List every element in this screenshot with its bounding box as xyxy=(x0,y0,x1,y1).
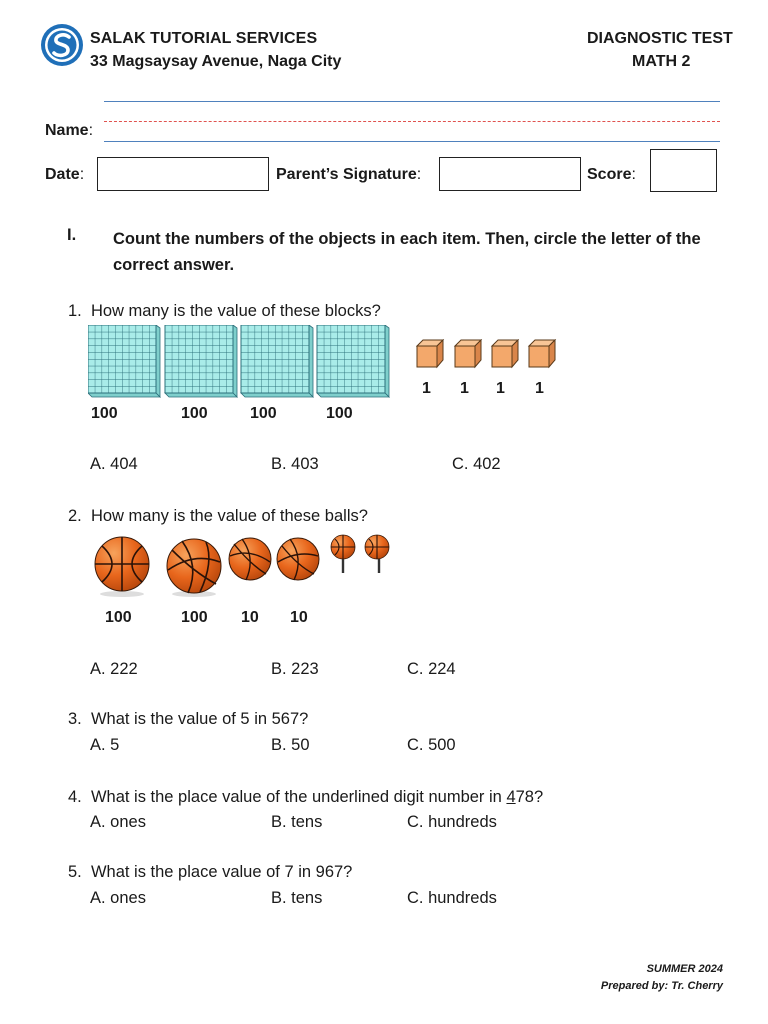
test-title: DIAGNOSTIC TEST xyxy=(587,30,733,47)
answer-option[interactable]: B. 50 xyxy=(271,736,310,754)
ball-label: 100 xyxy=(105,609,132,626)
ball-label: 100 xyxy=(181,609,208,626)
name-guide-dashed xyxy=(104,121,720,122)
answer-option[interactable]: A. 404 xyxy=(90,455,138,473)
answer-option[interactable]: A. 5 xyxy=(90,736,120,754)
unit-cubes-illustration xyxy=(416,339,561,369)
answer-option[interactable]: B. 223 xyxy=(271,660,319,678)
answer-option[interactable]: A. ones xyxy=(90,889,146,907)
cube-label: 1 xyxy=(535,380,544,397)
signature-field[interactable] xyxy=(439,157,581,191)
section-number: I. xyxy=(67,226,77,244)
question-5: 5. What is the place value of 7 in 967? xyxy=(68,863,353,881)
score-label: Score: xyxy=(587,166,636,183)
school-logo-icon xyxy=(40,23,84,67)
answer-option[interactable]: C. 224 xyxy=(407,660,456,678)
basketballs-illustration xyxy=(90,532,395,600)
question-1: 1. How many is the value of these blocks? xyxy=(68,302,381,320)
unit-cube xyxy=(492,340,518,367)
answer-option[interactable]: C. 402 xyxy=(452,455,501,473)
date-field[interactable] xyxy=(97,157,269,191)
block-label: 100 xyxy=(91,405,118,422)
header-rule-top xyxy=(104,101,720,102)
ball-label: 10 xyxy=(241,609,259,626)
answer-option[interactable]: B. 403 xyxy=(271,455,319,473)
date-label: Date: xyxy=(45,166,85,183)
footer-prepared-by: Prepared by: Tr. Cherry xyxy=(600,980,723,992)
score-field[interactable] xyxy=(650,149,717,192)
cube-label: 1 xyxy=(460,380,469,397)
block-label: 100 xyxy=(326,405,353,422)
answer-option[interactable]: B. tens xyxy=(271,889,323,907)
name-guide-bottom xyxy=(104,141,720,142)
answer-option[interactable]: B. tens xyxy=(271,813,323,831)
hundred-block xyxy=(88,325,160,397)
cube-label: 1 xyxy=(422,380,431,397)
block-label: 100 xyxy=(250,405,277,422)
small-basketball xyxy=(331,535,355,573)
unit-cube xyxy=(455,340,481,367)
name-label: Name: xyxy=(45,122,94,139)
hundred-block xyxy=(165,325,237,397)
basketball xyxy=(95,537,149,597)
school-address: 33 Magsaysay Avenue, Naga City xyxy=(90,53,342,70)
answer-option[interactable]: C. hundreds xyxy=(407,813,497,831)
question-3: 3. What is the value of 5 in 567? xyxy=(68,710,309,728)
cube-label: 1 xyxy=(496,380,505,397)
answer-option[interactable]: A. ones xyxy=(90,813,146,831)
block-label: 100 xyxy=(181,405,208,422)
basketball xyxy=(277,538,319,580)
underlined-digit: 4 xyxy=(506,788,516,806)
answer-option[interactable]: C. hundreds xyxy=(407,889,497,907)
hundred-block xyxy=(317,325,389,397)
unit-cube xyxy=(529,340,555,367)
answer-option[interactable]: A. 222 xyxy=(90,660,138,678)
unit-cube xyxy=(417,340,443,367)
ball-label: 10 xyxy=(290,609,308,626)
basketball xyxy=(229,538,271,580)
signature-label: Parent’s Signature: xyxy=(276,166,422,183)
small-basketball xyxy=(365,535,389,573)
basketball xyxy=(167,539,221,597)
section-instruction: Count the numbers of the objects in each item. Then, circle the letter of the correct answer. xyxy=(113,230,701,274)
answer-option[interactable]: C. 500 xyxy=(407,736,456,754)
question-4: 4. What is the place value of the underlined digit number in 478? xyxy=(68,788,544,806)
hundred-block xyxy=(241,325,313,397)
hundred-blocks-illustration xyxy=(88,325,398,403)
school-name: SALAK TUTORIAL SERVICES xyxy=(90,30,318,47)
subject-title: MATH 2 xyxy=(632,53,691,70)
footer-season: SUMMER 2024 xyxy=(646,963,723,975)
question-2: 2. How many is the value of these balls? xyxy=(68,507,368,525)
